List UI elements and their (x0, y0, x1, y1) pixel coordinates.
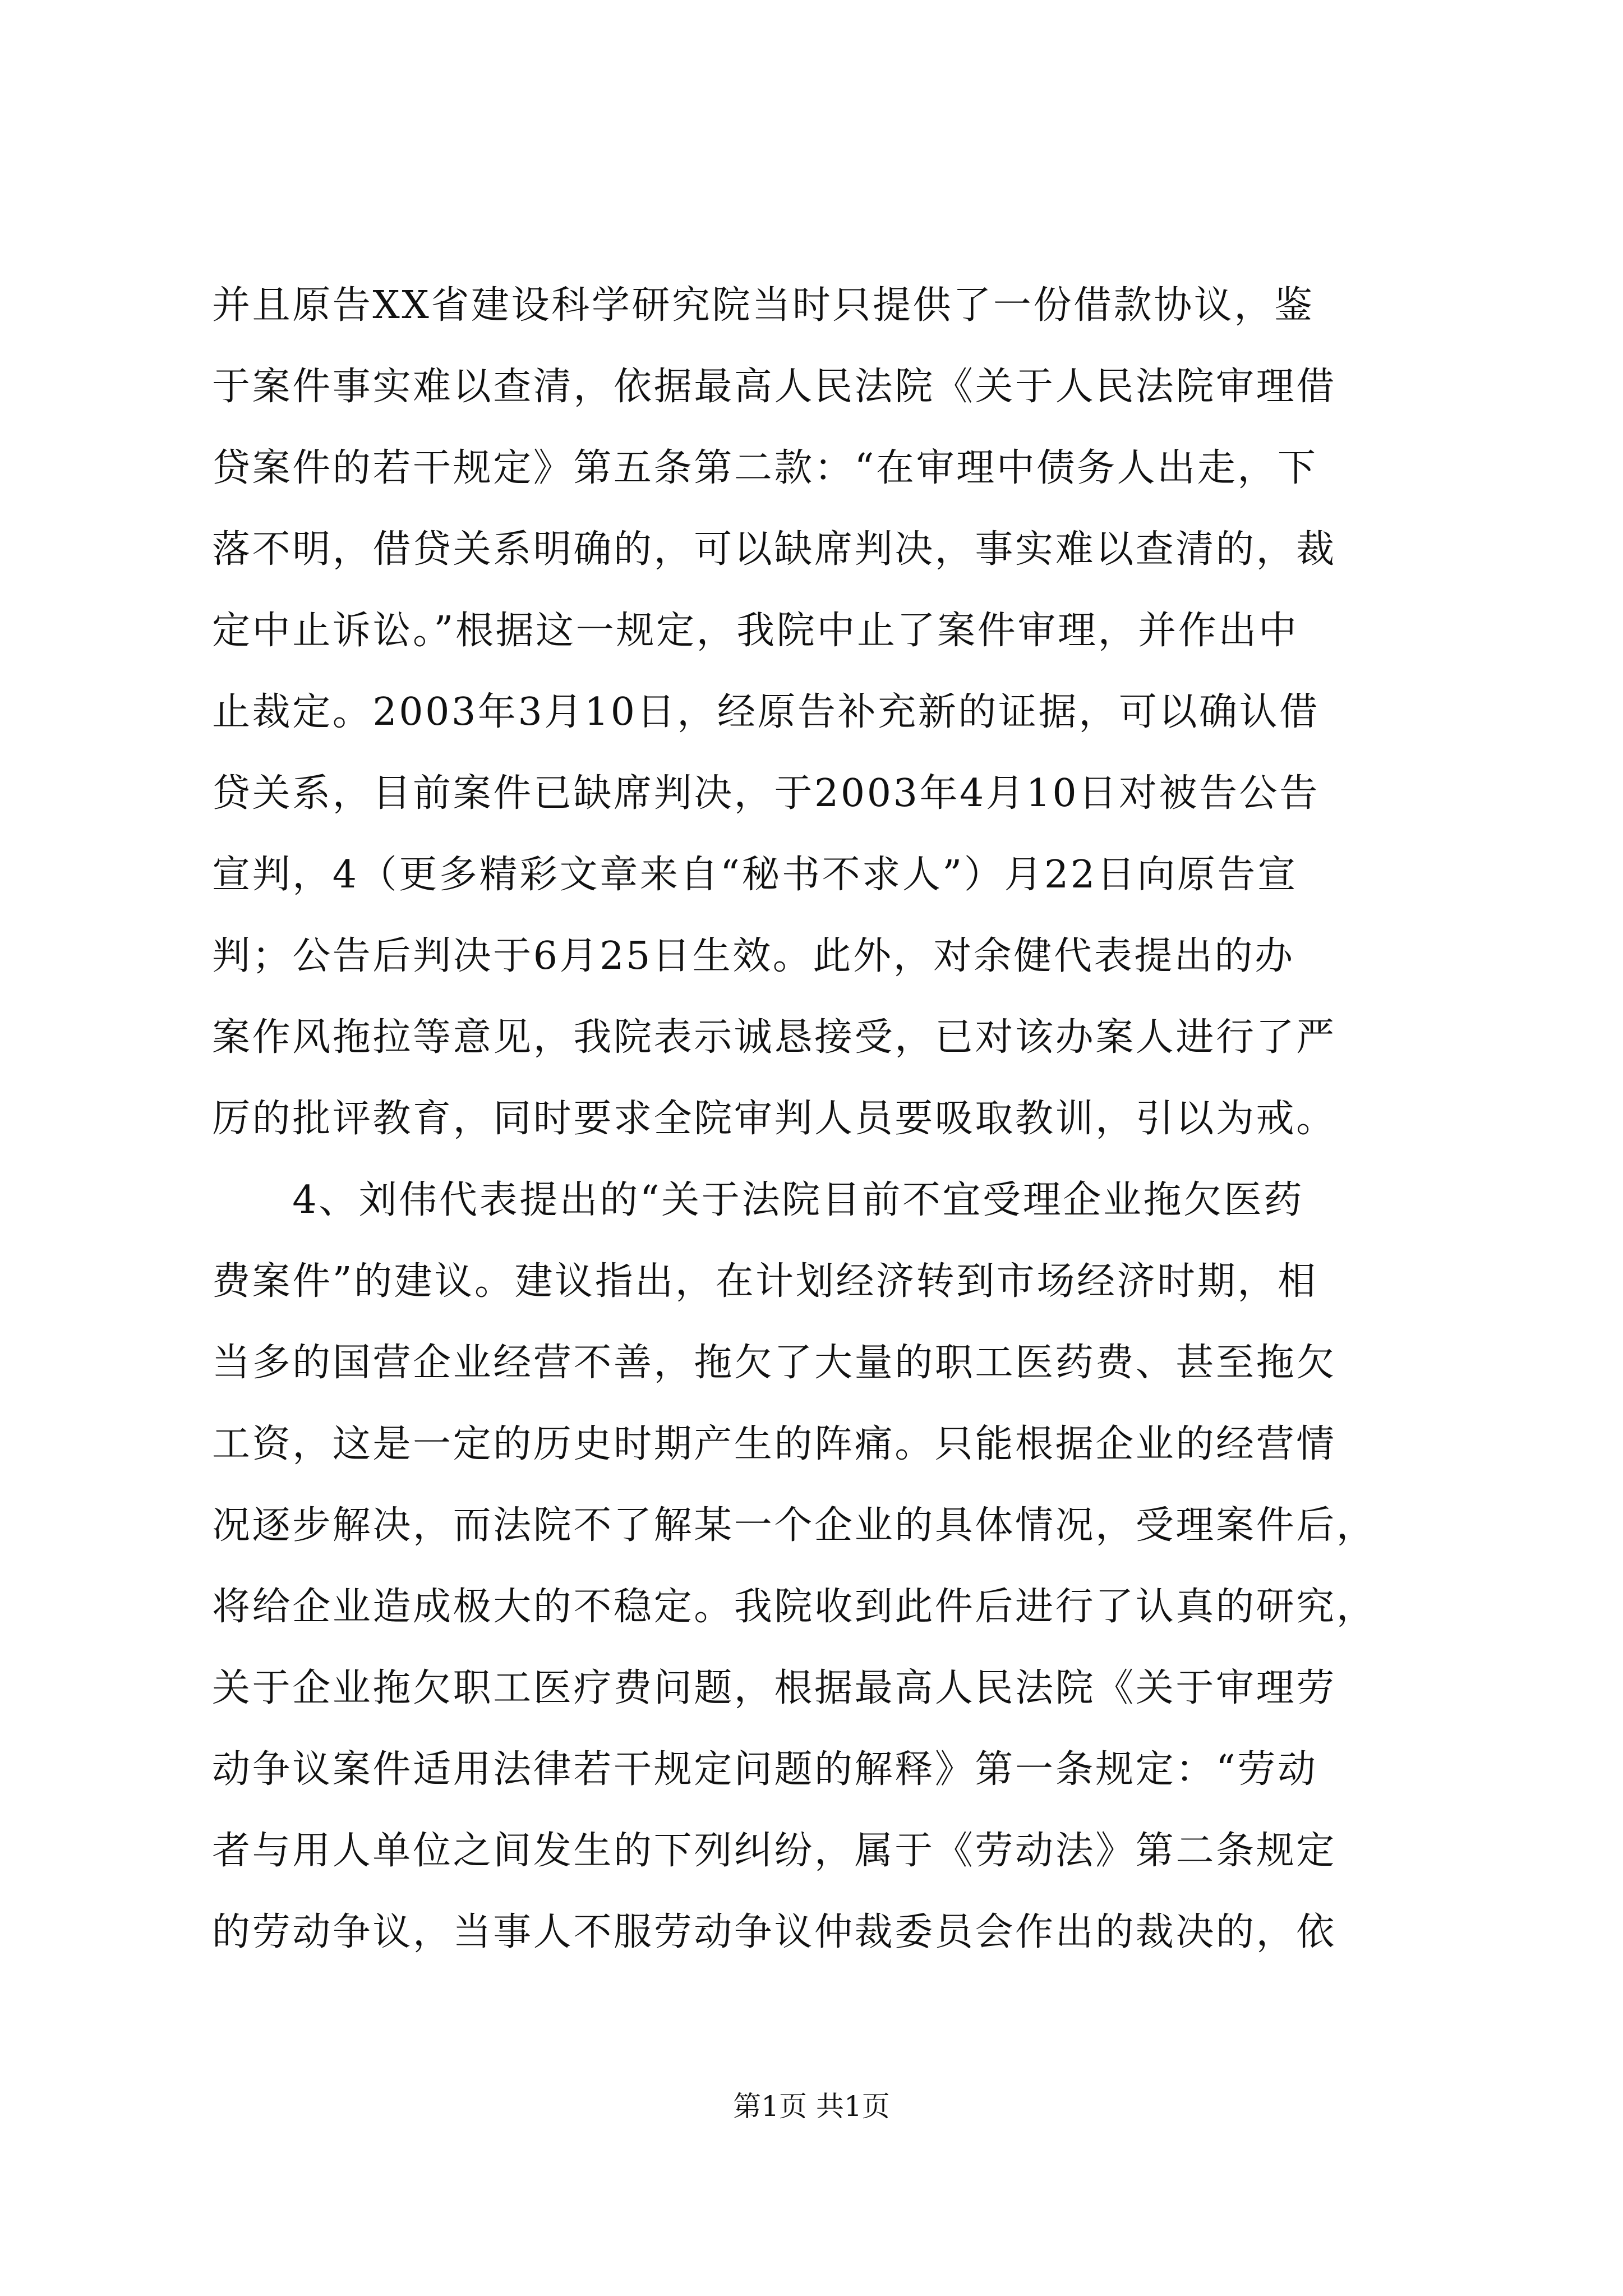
text-line-17: 将给企业造成极大的不稳定。我院收到此件后进行了认真的研究， (212, 1585, 1377, 1629)
text-line-15: 工资，这是一定的历史时期产生的阵痛。只能根据企业的经营情 (212, 1422, 1336, 1466)
text-line-8: 宣判，4（更多精彩文章来自“秘书不求人”）月22日向原告宣 (212, 853, 1298, 897)
text-line-6: 止裁定。2003年3月10日，经原告补充新的证据，可以确认借 (212, 690, 1320, 734)
text-line-9: 判；公告后判决于6月25日生效。此外，对余健代表提出的办 (212, 934, 1295, 978)
text-line-16: 况逐步解决，而法院不了解某一个企业的具体情况，受理案件后， (212, 1503, 1377, 1548)
text-line-7: 贷关系，目前案件已缺席判决，于2003年4月10日对被告公告 (212, 771, 1320, 816)
text-line-5: 定中止诉讼。”根据这一规定，我院中止了案件审理，并作出中 (212, 609, 1299, 653)
text-line-13: 费案件”的建议。建议指出，在计划经济转到市场经济时期，相 (212, 1259, 1318, 1304)
text-line-18: 关于企业拖欠职工医疗费问题，根据最高人民法院《关于审理劳 (212, 1666, 1336, 1710)
text-line-3: 贷案件的若干规定》第五条第二款：“在审理中债务人出走，下 (212, 446, 1318, 490)
text-line-14: 当多的国营企业经营不善，拖欠了大量的职工医药费、甚至拖欠 (212, 1341, 1336, 1385)
text-line-19: 动争议案件适用法律若干规定问题的解释》第一条规定：“劳动 (212, 1747, 1318, 1792)
text-line-20: 者与用人单位之间发生的下列纠纷，属于《劳动法》第二条规定 (212, 1829, 1336, 1873)
body-text (212, 265, 1435, 1973)
text-line-10: 案作风拖拉等意见，我院表示诚恳接受，已对该办案人进行了严 (212, 1015, 1336, 1060)
text-line-4: 落不明，借贷关系明确的，可以缺席判决，事实难以查清的，裁 (212, 527, 1336, 572)
text-line-1: 并且原告XX省建设科学研究院当时只提供了一份借款协议，鉴 (212, 283, 1315, 328)
text-line-2: 于案件事实难以查清，依据最高人民法院《关于人民法院审理借 (212, 365, 1336, 409)
text-line-21: 的劳动争议，当事人不服劳动争议仲裁委员会作出的裁决的，依 (212, 1910, 1336, 1954)
page-footer: 第1页 共1页 (733, 2090, 890, 2123)
text-line-12: 4、刘伟代表提出的“关于法院目前不宜受理企业拖欠医药 (212, 1178, 1304, 1222)
text-line-11: 厉的批评教育，同时要求全院审判人员要吸取教训，引以为戒。 (212, 1097, 1336, 1141)
